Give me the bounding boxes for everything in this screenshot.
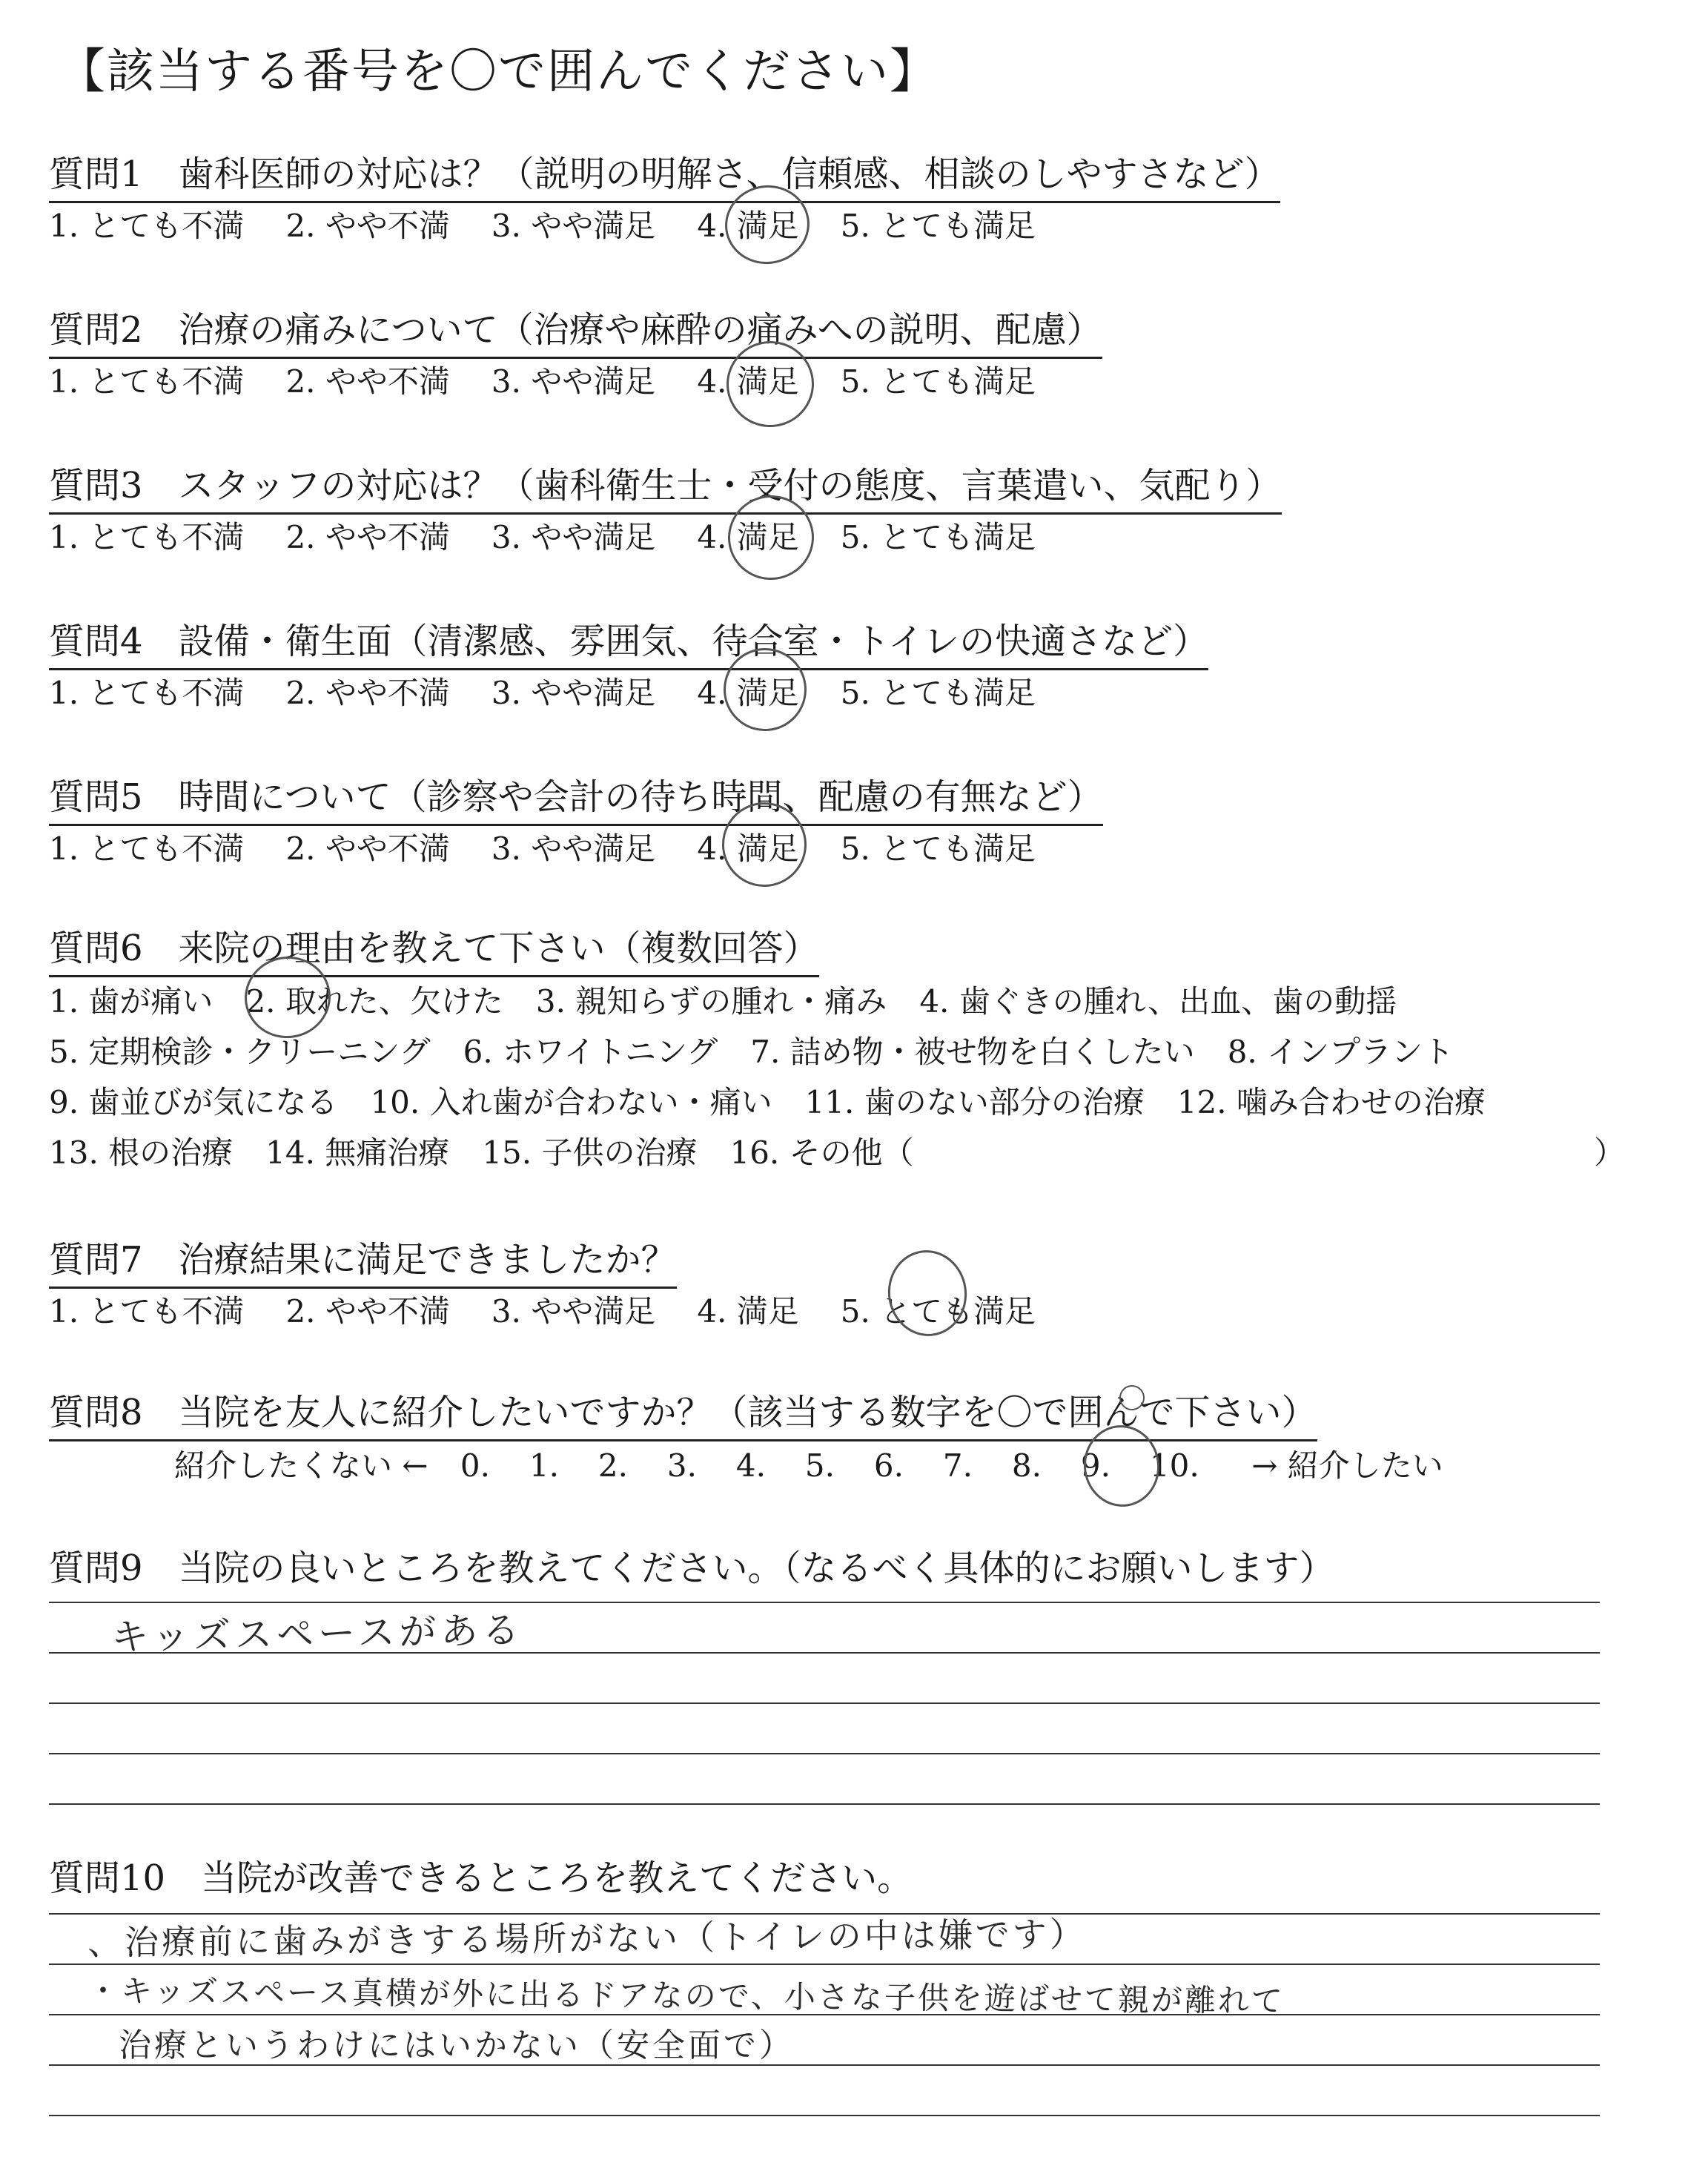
answer-line <box>49 2115 1600 2116</box>
question-5-options <box>49 825 1077 869</box>
option-2[interactable]: 2. やや不満 <box>285 363 450 400</box>
option-4[interactable]: 4. 満足 <box>697 1293 799 1330</box>
referral-scale <box>174 1441 1443 1486</box>
option-1[interactable]: 1. とても不満 <box>49 208 245 244</box>
option-4[interactable]: 4. 満足 <box>697 675 799 711</box>
scale-right-label: → 紹介したい <box>1251 1447 1443 1484</box>
option-4[interactable]: 4. 満足 <box>697 830 799 867</box>
answer-line <box>49 1803 1600 1805</box>
option-3[interactable]: 3. やや満足 <box>491 1293 656 1330</box>
option-3[interactable]: 3. やや満足 <box>491 363 656 400</box>
question-1-options <box>49 202 1077 246</box>
reason-option[interactable]: 10. 入れ歯が合わない・痛い <box>370 1084 772 1120</box>
question-3-options <box>49 513 1077 558</box>
option-1[interactable]: 1. とても不満 <box>49 519 245 555</box>
option-2[interactable]: 2. やや不満 <box>285 830 450 867</box>
option-3[interactable]: 3. やや満足 <box>491 519 656 555</box>
question-2-options <box>49 357 1077 402</box>
scale-number[interactable]: 4. <box>735 1447 766 1484</box>
reason-option[interactable]: 12. 噛み合わせの治療 <box>1176 1084 1486 1120</box>
option-5[interactable]: 5. とても満足 <box>840 675 1036 711</box>
question-6-title: 質問6 来院の理由を教えて下さい（複数回答） <box>49 919 819 977</box>
question-4-title: 質問4 設備・衛生面（清潔感、雰囲気、待合室・トイレの快適さなど） <box>49 612 1208 670</box>
option-2[interactable]: 2. やや不満 <box>285 1293 450 1330</box>
option-5[interactable]: 5. とても満足 <box>840 830 1036 867</box>
handwritten-answer-q9: キッズスペースがある <box>110 1608 524 1659</box>
question-5-title: 質問5 時間について（診察や会計の待ち時間、配慮の有無など） <box>49 768 1103 826</box>
question-1-title: 質問1 歯科医師の対応は？（説明の明解さ、信頼感、相談のしやすさなど） <box>49 145 1280 203</box>
scale-number[interactable]: 7. <box>942 1447 973 1484</box>
reason-option[interactable]: 1. 歯が痛い <box>49 983 214 1020</box>
option-2[interactable]: 2. やや不満 <box>285 208 450 244</box>
option-4[interactable]: 4. 満足 <box>697 363 799 400</box>
option-5[interactable]: 5. とても満足 <box>840 363 1036 400</box>
handwritten-answer-q10-line-2: ・キッズスペース真横が外に出るドアなので、小さな子供を遊ばせて親が離れて <box>87 1972 1285 2020</box>
reason-option[interactable]: 2. 取れた、欠けた <box>245 983 503 1020</box>
scale-number[interactable]: 9. <box>1080 1447 1110 1484</box>
question-3-title: 質問3 スタッフの対応は？（歯科衛生士・受付の態度、言葉遣い、気配り） <box>49 457 1282 515</box>
option-5[interactable]: 5. とても満足 <box>840 1293 1036 1330</box>
question-7-title: 質問7 治療結果に満足できましたか？ <box>49 1231 677 1289</box>
scale-number[interactable]: 6. <box>873 1447 904 1484</box>
reason-option[interactable]: 13. 根の治療 <box>49 1135 234 1171</box>
scale-number[interactable]: 5. <box>804 1447 835 1484</box>
question-8-title: 質問8 当院を友人に紹介したいですか？（該当する数字を〇で囲んで下さい） <box>49 1384 1317 1441</box>
question-4-options <box>49 669 1077 713</box>
scale-number[interactable]: 2. <box>598 1447 628 1484</box>
reason-option[interactable]: 14. 無痛治療 <box>265 1135 450 1171</box>
scale-number[interactable]: 1. <box>529 1447 559 1484</box>
option-3[interactable]: 3. やや満足 <box>491 675 656 711</box>
reason-option[interactable]: 5. 定期検診・クリーニング <box>49 1034 431 1070</box>
question-2-title: 質問2 治療の痛みについて（治療や麻酔の痛みへの説明、配慮） <box>49 301 1102 359</box>
option-1[interactable]: 1. とても不満 <box>49 363 245 400</box>
question-6-options-row-4 <box>49 1129 947 1173</box>
question-10-title: 質問10 当院が改善できるところを教えてください。 <box>49 1857 913 1899</box>
option-2[interactable]: 2. やや不満 <box>285 675 450 711</box>
reason-option[interactable]: 6. ホワイトニング <box>463 1034 718 1070</box>
question-9-title: 質問9 当院の良いところを教えてください。（なるべく具体的にお願いします） <box>49 1548 1335 1589</box>
reason-option[interactable]: 8. インプラント <box>1227 1034 1454 1070</box>
page-title: 【該当する番号を〇で囲んでください】 <box>58 44 939 99</box>
reason-option[interactable]: 7. 詰め物・被せ物を白くしたい <box>750 1034 1195 1070</box>
other-close-paren: ） <box>1594 1135 1626 1171</box>
handwritten-answer-q10-line-1: 、治療前に歯みがきする場所がない（トイレの中は嫌です） <box>87 1914 1087 1963</box>
scale-number[interactable]: 10. <box>1149 1447 1199 1484</box>
reason-option[interactable]: 15. 子供の治療 <box>482 1135 698 1171</box>
option-2[interactable]: 2. やや不満 <box>285 519 450 555</box>
scale-number[interactable]: 0. <box>460 1447 490 1484</box>
reason-option[interactable]: 9. 歯並びが気になる <box>49 1084 338 1120</box>
option-4[interactable]: 4. 満足 <box>697 208 799 244</box>
answer-line <box>49 1702 1600 1704</box>
option-4[interactable]: 4. 満足 <box>697 519 799 555</box>
option-1[interactable]: 1. とても不満 <box>49 1293 245 1330</box>
option-5[interactable]: 5. とても満足 <box>840 208 1036 244</box>
option-1[interactable]: 1. とても不満 <box>49 830 245 867</box>
answer-line <box>49 1753 1600 1754</box>
option-1[interactable]: 1. とても不満 <box>49 675 245 711</box>
option-3[interactable]: 3. やや満足 <box>491 208 656 244</box>
option-3[interactable]: 3. やや満足 <box>491 830 656 867</box>
scale-left-label: 紹介したくない ← <box>174 1447 428 1484</box>
reason-option[interactable]: 3. 親知らずの腫れ・痛み <box>535 983 887 1020</box>
question-6-options-row-3 <box>49 1078 1518 1123</box>
reason-option[interactable]: 16. その他（ <box>729 1135 914 1171</box>
handwritten-answer-q10-line-3: 治療というわけにはいかない（安全面で） <box>119 2027 795 2064</box>
reason-option[interactable]: 4. 歯ぐきの腫れ、出血、歯の動揺 <box>919 983 1397 1020</box>
reason-option[interactable]: 11. 歯のない部分の治療 <box>804 1084 1145 1120</box>
answer-line <box>49 1964 1600 1965</box>
answer-line <box>49 1602 1600 1603</box>
scale-number[interactable]: 3. <box>666 1447 697 1484</box>
scale-number[interactable]: 8. <box>1011 1447 1042 1484</box>
option-5[interactable]: 5. とても満足 <box>840 519 1036 555</box>
question-6-options-row-2 <box>49 1028 1486 1072</box>
